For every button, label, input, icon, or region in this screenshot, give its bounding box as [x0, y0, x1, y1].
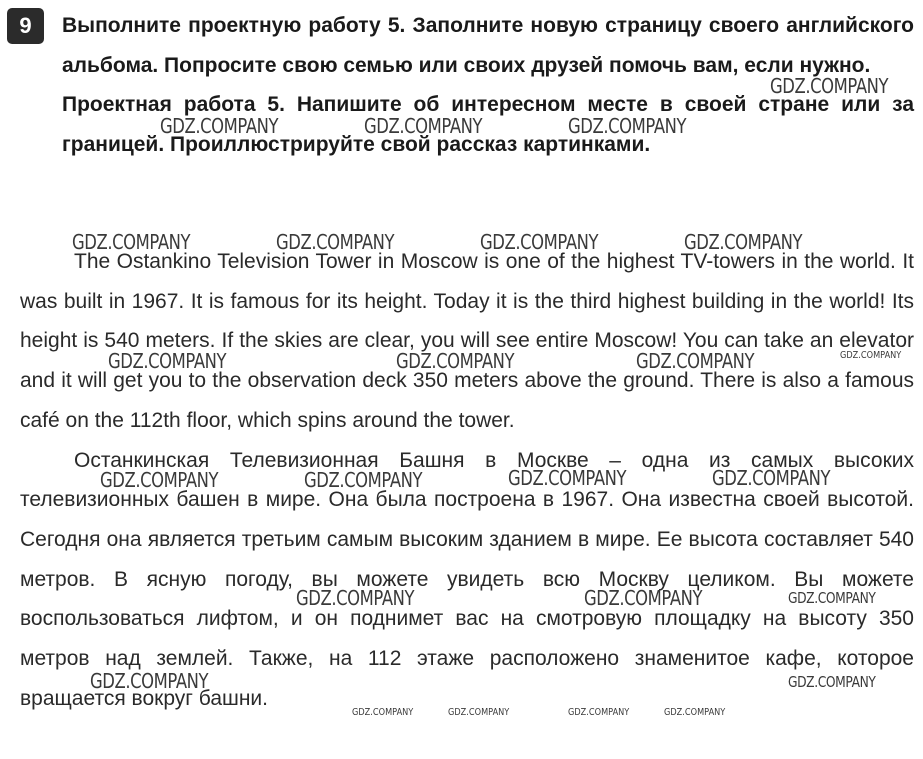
- task-instruction-text: Выполните проектную работу 5. Заполните новую страницу своего английского альбома. Попросите свою семью или своих друзей помочь вам, если нужно.: [62, 14, 914, 77]
- watermark: GDZ.COMPANY: [108, 349, 227, 373]
- watermark: GDZ.COMPANY: [568, 114, 687, 138]
- watermark: GDZ.COMPANY: [712, 466, 831, 490]
- watermark: GDZ.COMPANY: [72, 230, 191, 254]
- watermark: GDZ.COMPANY: [352, 707, 414, 718]
- watermark: GDZ.COMPANY: [684, 230, 803, 254]
- watermark: GDZ.COMPANY: [664, 707, 726, 718]
- watermark: GDZ.COMPANY: [90, 669, 209, 693]
- watermark: GDZ.COMPANY: [100, 468, 219, 492]
- watermark: GDZ.COMPANY: [296, 586, 415, 610]
- watermark: GDZ.COMPANY: [508, 466, 627, 490]
- watermark: GDZ.COMPANY: [788, 673, 876, 691]
- watermark: GDZ.COMPANY: [770, 74, 889, 98]
- watermark: GDZ.COMPANY: [636, 349, 755, 373]
- project-instruction-text: Проектная работа 5. Напишите об интересном месте в своей стране или за границей. Проиллюстрируйте свой рассказ картинками.: [62, 93, 914, 156]
- watermark: GDZ.COMPANY: [276, 230, 395, 254]
- watermark: GDZ.COMPANY: [304, 468, 423, 492]
- task-number-badge: 9: [7, 8, 44, 44]
- english-paragraph: The Ostankino Television Tower in Moscow is one of the highest TV-towers in the world. It was built in 1967. It is famous for its height. Today it is the third highest building in the world! Its height is 540 meters. If the skies are clear, you will see entire Moscow! You can take an elevator and it will get you to the observation deck 350 meters above the ground. There is also a famous café on the 112th floor, which spins around the tower.: [20, 250, 914, 432]
- watermark: GDZ.COMPANY: [448, 707, 510, 718]
- russian-paragraph: Останкинская Телевизионная Башня в Москве – одна из самых высоких телевизионных башен в мире. Она была построена в 1967. Она известна своей высотой. Сегодня она является третьим самым высоким зданием в мире. Ее высота составляет 540 метров. В ясную погоду, вы можете увидеть всю Москву целиком. Вы можете воспользоваться лифтом, и он поднимет вас на смотровую площадку на высоту 350 метров над землей. Также, на 112 этаже расположено знаменитое кафе, которое вращается вокруг башни.: [20, 448, 914, 710]
- watermark: GDZ.COMPANY: [840, 350, 902, 361]
- watermark: GDZ.COMPANY: [480, 230, 599, 254]
- watermark: GDZ.COMPANY: [568, 707, 630, 718]
- watermark: GDZ.COMPANY: [584, 586, 703, 610]
- watermark: GDZ.COMPANY: [396, 349, 515, 373]
- watermark: GDZ.COMPANY: [788, 589, 876, 607]
- watermark: GDZ.COMPANY: [160, 114, 279, 138]
- watermark: GDZ.COMPANY: [364, 114, 483, 138]
